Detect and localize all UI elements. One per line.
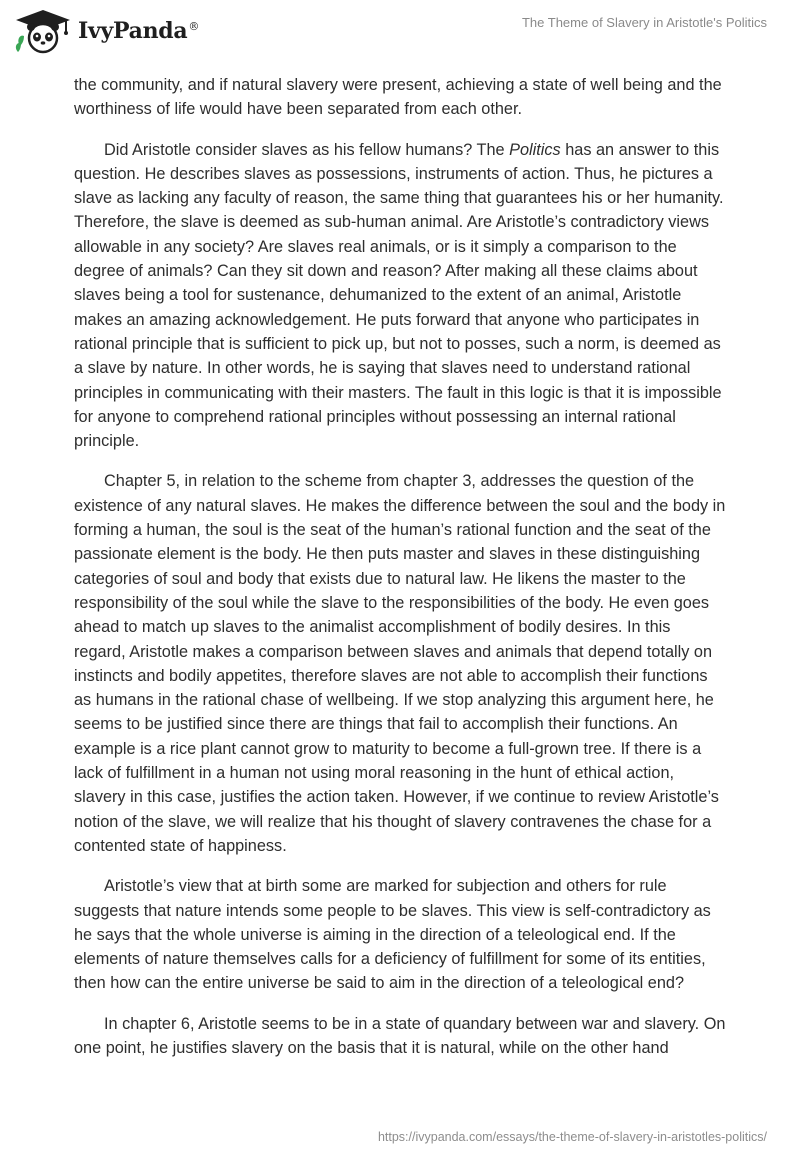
paragraph-humanity [74,138,726,454]
registered-mark: ® [188,19,200,33]
document-title: The Theme of Slavery in Aristotle's Politics [521,15,767,30]
paragraph-continued: the community, and if natural slavery were present, achieving a state of well being and the worthiness of life would have been separated from each other. [74,76,722,119]
panda-graduation-cap-icon [14,8,72,54]
essay-body [74,70,726,1076]
ivypanda-logo[interactable] [14,8,199,54]
paragraph-chapter-6: In chapter 6, Aristotle seems to be in a state of quandary between war and slavery. On one point, he justifies slavery on the basis that it is natural, while on the other hand [74,1014,726,1057]
paragraph-text: has an answer to this question. He describes slaves as possessions, instruments of action. Thus, he pictures a slave as lacking any faculty of reason, the same thing that guarantees his or her humanity. Therefore, the slave is deemed as sub-human animal. Are Aristotle’s contradictory views allowable in any society? Are slaves real animals, or is it simply a comparison to the degree of animals? Can they sit down and reason? After making all these claims about slaves being a tool for sustenance, dehumanized to the extent of an animal, Aristotle makes an amazing acknowledgement. He puts forward that anyone who participates in rational principle that is sufficient to pick up, but not to posses, such a norm, is deemed as a slave by nature. In other words, he is saying that slaves need to understand rational principles in communicating with their masters. The fault in this logic is that it is impossible for anyone to comprehend rational principles without possessing an internal rational principle. [74,140,724,451]
logo-wordmark-text: IvyPanda [78,18,188,44]
source-url[interactable]: https://ivypanda.com/essays/the-theme-of-slavery-in-aristotles-politics/ [377,1130,767,1144]
page-header [0,0,800,70]
politics-title: Politics [509,140,561,159]
paragraph-text: Did Aristotle consider slaves as his fellow humans? The [104,140,510,159]
paragraph-chapter-5: Chapter 5, in relation to the scheme from chapter 3, addresses the question of the existence of any natural slaves. He makes the difference between the soul and the body in forming a human, the soul is the seat of the human’s rational function and the seat of the passionate element is the body. He then puts master and slaves in these distinguishing categories of soul and body that exists due to natural law. He likens the master to the responsibility of the soul while the slave to the responsibilities of the body. He even goes ahead to match up slaves to the animalist accomplishment of bodily desires. In this regard, Aristotle makes a comparison between slaves and animals that depend totally on instincts and bodily appetites, therefore slaves are not able to accomplish their functions as humans in the rational chase of wellbeing. If we stop analyzing this argument here, he seems to be justified since there are things that fail to accomplish their functions. An example is a rice plant cannot grow to maturity to become a full-grown tree. If there is a lack of fulfillment in a human not using moral reasoning in the hunt of ethical action, slavery in this case, justifies the action taken. However, if we continue to review Aristotle’s notion of the slave, we will realize that his thought of slavery contravenes the chase for a contented state of happiness. [74,472,726,855]
paragraph-teleology: Aristotle’s view that at birth some are marked for subjection and others for rule suggests that nature intends some people to be slaves. This view is self-contradictory as he says that the whole universe is aiming in the direction of a teleological end. If the elements of nature themselves calls for a deficiency of fulfillment for some of its entities, then how can the entire universe be said to aim in the direction of a teleological end? [74,877,711,993]
logo-wordmark [78,18,199,44]
